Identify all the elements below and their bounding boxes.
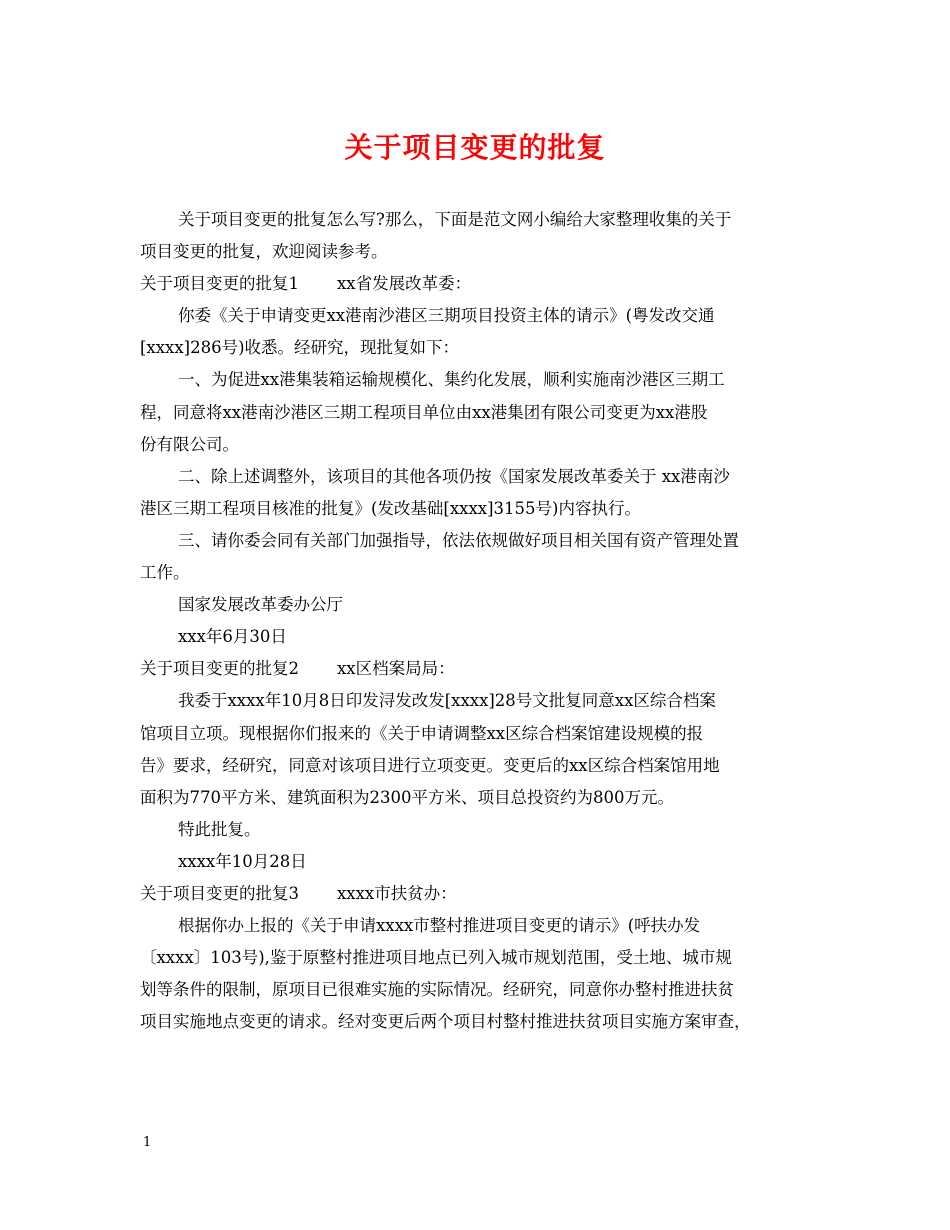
section-addressee: xxxx市扶贫办： [337,883,457,903]
document-title: 关于项目变更的批复 [344,131,606,164]
paragraph-line: 馆项目立项。现根据你们报来的《关于申请调整xx区综合档案馆建设规模的报 [140,723,704,743]
paragraph-line: 港区三期工程项目核准的批复》(发改基础[xxxx]3155号)内容执行。 [140,498,641,518]
paragraph-line: 根据你办上报的《关于申请xxxx市整村推进项目变更的请示》(呼扶办发 [178,916,701,936]
section-heading: 关于项目变更的批复2 [140,659,299,679]
section-heading: 关于项目变更的批复3 [140,883,299,903]
paragraph-line: 项目实施地点变更的请求。经对变更后两个项目村整村推进扶贫项目实施方案审查， [140,1012,751,1032]
section-heading: 关于项目变更的批复1 [140,274,299,294]
page-number: 1 [143,1135,152,1150]
paragraph-line: 划等条件的限制，原项目已很难实施的实际情况。经研究，同意你办整村推进扶贫 [140,980,734,1000]
paragraph-line: xxxx年10月28日 [178,851,307,871]
paragraph-line: 份有限公司。 [140,434,239,454]
paragraph-line: 一、为促进xx港集装箱运输规模化、集约化发展，顺利实施南沙港区三期工 [178,370,725,390]
paragraph-line: 面积为770平方米、建筑面积为2300平方米、项目总投资约为800万元。 [140,787,674,807]
section-heading-line [140,268,830,300]
paragraph-line: 程，同意将xx港南沙港区三期工程项目单位由xx港集团有限公司变更为xx港股 [140,402,708,422]
section-heading-line [140,653,830,685]
section-addressee: xx省发展改革委： [337,274,472,294]
paragraph-line: [xxxx]286号)收悉。经研究，现批复如下： [140,338,460,358]
paragraph-line: 告》要求，经研究，同意对该项目进行立项变更。变更后的xx区综合档案馆用地 [140,755,720,775]
paragraph-line: 特此批复。 [178,819,261,839]
paragraph-line: 你委《关于申请变更xx港南沙港区三期项目投资主体的请示》(粤发改交通 [178,306,715,326]
paragraph-line: 二、除上述调整外，该项目的其他各项仍按《国家发展改革委关于 xx港南沙 [178,466,730,486]
section-heading-line [140,878,830,910]
paragraph-line: xxx年6月30日 [178,627,287,647]
section-addressee: xx区档案局局： [337,659,455,679]
paragraph-line: 项目变更的批复，欢迎阅读参考。 [140,242,388,262]
paragraph-line: 我委于xxxx年10月8日印发浔发改发[xxxx]28号文批复同意xx区综合档案 [178,691,716,711]
paragraph-line: 〔xxxx〕103号),鉴于原整村推进项目地点已列入城市规划范围，受土地、城市规 [140,948,732,968]
paragraph-line: 关于项目变更的批复怎么写?那么，下面是范文网小编给大家整理收集的关于 [178,210,732,229]
document-body [140,204,830,1038]
paragraph-line: 三、请你委会同有关部门加强指导，依法依规做好项目相关国有资产管理处置 [178,530,739,550]
paragraph-line: 国家发展改革委办公厅 [178,595,343,615]
paragraph-line: 工作。 [140,563,190,583]
